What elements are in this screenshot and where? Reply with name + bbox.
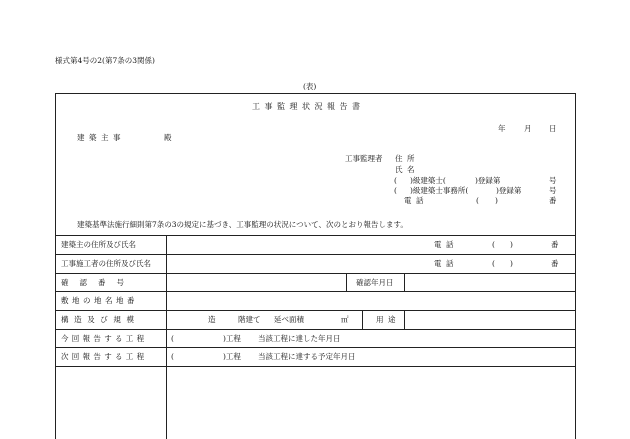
frame-top — [55, 93, 575, 94]
side-label: (表) — [303, 82, 317, 91]
owner-phone-paren-left: ( — [492, 240, 495, 249]
next-process-suffix: )工程 — [223, 352, 241, 361]
addressee-name: 建築主事 — [77, 133, 125, 142]
architect-registration-label: )登録第 — [475, 176, 501, 185]
confirmation-divider — [404, 273, 405, 291]
next-process-note: 当該工程に達する予定年月日 — [258, 352, 356, 361]
supervisor-address-label: 住所 — [395, 154, 419, 163]
owner-label: 建築主の住所及び氏名 — [61, 240, 136, 249]
structure-divider — [362, 310, 363, 329]
confirmation-date-label: 確認年月日 — [356, 278, 394, 287]
floors-label: 階建て — [238, 315, 261, 324]
addressee-honorific: 殿 — [164, 133, 172, 142]
statement-text: 建築基準法施行細則第7条の3の規定に基づき、工事監理の状況について、次のとおり報告します。 — [77, 220, 408, 229]
supervisor-phone-paren-left: ( — [476, 196, 479, 205]
supervisor-phone-paren-right: ) — [495, 196, 498, 205]
date-month: 月 — [524, 124, 532, 133]
label-column-divider — [166, 235, 167, 439]
row-line — [55, 366, 575, 367]
current-process-note: 当該工程に達した年月日 — [258, 334, 341, 343]
owner-phone-unit: 番 — [551, 240, 559, 249]
current-process-paren: ( — [171, 334, 174, 343]
office-paren: ( — [394, 186, 397, 195]
office-registration-label: )登録第 — [496, 186, 522, 195]
owner-phone-label: 電話 — [434, 240, 458, 249]
contractor-phone-paren-left: ( — [492, 259, 495, 268]
contractor-phone-unit: 番 — [551, 259, 559, 268]
area-unit: ㎡ — [341, 315, 349, 324]
row-line — [55, 347, 575, 348]
frame-left — [55, 93, 56, 439]
supervisor-label: 工事監理者 — [345, 154, 383, 163]
supervisor-phone-unit: 番 — [549, 196, 557, 205]
current-process-suffix: )工程 — [223, 334, 241, 343]
owner-phone-paren-right: ) — [510, 240, 513, 249]
confirmation-divider — [346, 273, 347, 291]
date-year: 年 — [498, 124, 506, 133]
row-line — [55, 310, 575, 311]
confirmation-number-label: 確認番号 — [61, 278, 135, 287]
office-number-unit: 号 — [549, 186, 557, 195]
contractor-phone-paren-right: ) — [510, 259, 513, 268]
contractor-label: 工事施工者の住所及び氏名 — [61, 259, 151, 268]
supervisor-phone-label: 電話 — [404, 196, 428, 205]
form-number: 様式第4号の2(第7条の3関係) — [55, 56, 155, 65]
date-day: 日 — [549, 124, 557, 133]
use-label: 用途 — [376, 315, 400, 324]
frame-right — [575, 93, 576, 439]
row-line — [55, 291, 575, 292]
current-process-label: 今回報告する工程 — [61, 334, 148, 343]
supervisor-name-label: 氏名 — [395, 165, 419, 174]
row-line — [55, 273, 575, 274]
architect-paren: ( — [394, 176, 397, 185]
architect-grade-label: )級建築士( — [410, 176, 446, 185]
floor-area-label: 延べ面積 — [274, 315, 304, 324]
row-line — [55, 329, 575, 330]
site-label: 敷地の地名地番 — [61, 296, 138, 305]
structure-type-label: 造 — [208, 315, 216, 324]
form-title: 工事監理状況報告書 — [252, 102, 365, 111]
next-process-paren: ( — [171, 352, 174, 361]
architect-number-unit: 号 — [549, 176, 557, 185]
structure-label: 構造及び規模 — [61, 315, 140, 324]
row-line — [55, 254, 575, 255]
next-process-label: 次回報告する工程 — [61, 352, 148, 361]
office-grade-label: )級建築士事務所( — [410, 186, 469, 195]
contractor-phone-label: 電話 — [434, 259, 458, 268]
structure-divider — [404, 310, 405, 329]
row-line — [55, 235, 575, 236]
